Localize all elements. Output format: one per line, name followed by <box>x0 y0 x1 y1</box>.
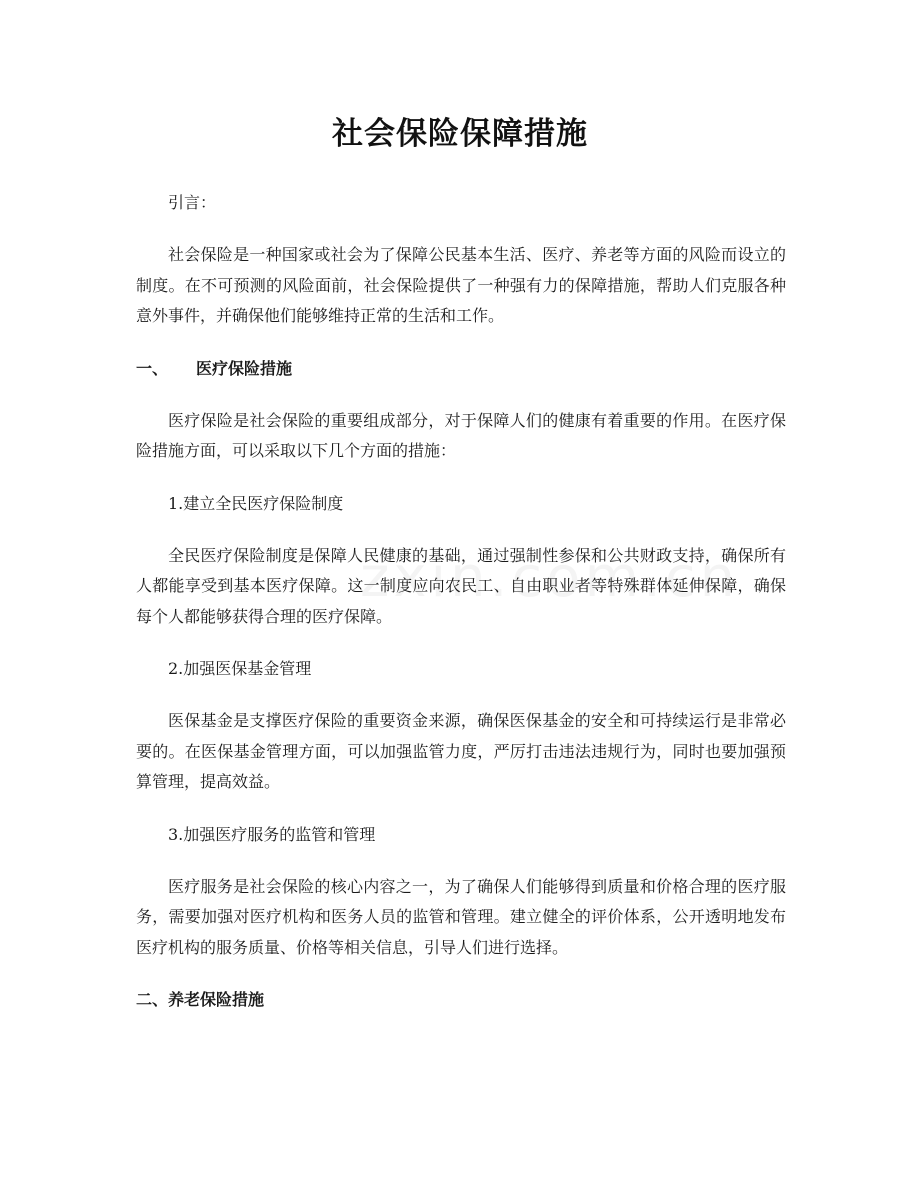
section-heading-medical <box>136 354 786 384</box>
section-number: 一、 <box>136 358 169 378</box>
subsection-paragraph-3: 医疗服务是社会保险的核心内容之一，为了确保人们能够得到质量和价格合理的医疗服务，需要加强对医疗机构和医务人员的监管和管理。建立健全的评价体系，公开透明地发布医疗机构的服务质量、价格等相关信息，引导人们进行选择。 <box>136 876 786 957</box>
section-intro-paragraph: 医疗保险是社会保险的重要组成部分，对于保障人们的健康有着重要的作用。在医疗保险措施方面，可以采取以下几个方面的措施： <box>136 410 786 460</box>
document-body <box>136 188 786 1037</box>
subsection-heading-2: 2.加强医保基金管理 <box>168 659 312 678</box>
subsection-heading-1: 1.建立全民医疗保险制度 <box>168 493 344 513</box>
section-title: 医疗保险措施 <box>196 358 293 378</box>
intro-label: 引言： <box>168 193 217 212</box>
subsection-heading-3: 3.加强医疗服务的监管和管理 <box>168 824 376 844</box>
page-title: 社会保险保障措施 <box>332 116 588 152</box>
section-heading-pension: 二、养老保险措施 <box>136 990 265 1009</box>
subsection-paragraph-2: 医保基金是支撑医疗保险的重要资金来源，确保医保基金的安全和可持续运行是非常必要的。在医保基金管理方面，可以加强监管力度，严厉打击违法违规行为，同时也要加强预算管理，提高效益。 <box>136 711 786 791</box>
intro-paragraph: 社会保险是一种国家或社会为了保障公民基本生活、医疗、养老等方面的风险而设立的制度。在不可预测的风险面前，社会保险提供了一种强有力的保障措施，帮助人们克服各种意外事件，并确保他们能够维持正常的生活和工作。 <box>136 245 786 325</box>
subsection-paragraph-1: 全民医疗保险制度是保障人民健康的基础，通过强制性参保和公共财政支持，确保所有人都能享受到基本医疗保障。这一制度应向农民工、自由职业者等特殊群体延伸保障，确保每个人都能够获得合理的医疗保障。 <box>136 545 786 626</box>
